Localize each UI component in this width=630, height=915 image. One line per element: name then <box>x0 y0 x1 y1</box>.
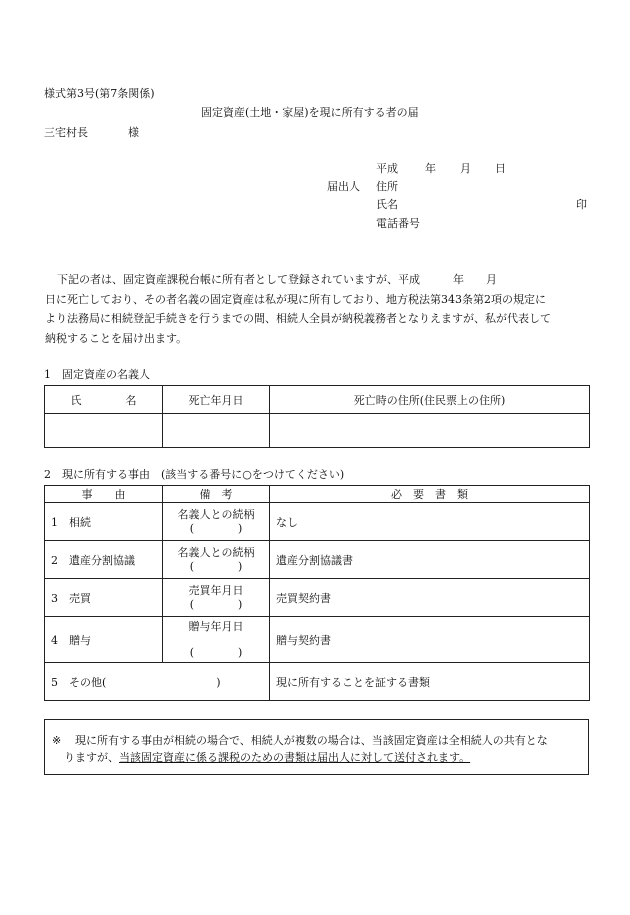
form-id: 様式第3号(第7条関係) <box>44 87 155 100</box>
date-era: 平成 <box>376 162 398 175</box>
remark-cell <box>163 541 270 579</box>
declaration-paragraph <box>45 270 590 348</box>
applicant-phone-label: 電話番号 <box>376 217 420 230</box>
remark-paren[interactable]: ( ) <box>189 559 243 573</box>
note-box <box>44 719 589 775</box>
date-month-label: 月 <box>460 162 471 175</box>
date-year-label: 年 <box>425 162 436 175</box>
declaration-line: より法務局に相続登記手続きを行うまでの間、相続人全員が納税義務者となりえますが、私が代表して <box>45 312 551 325</box>
remark-label: 名義人との続柄 <box>177 545 255 559</box>
reason-other[interactable]: 5 その他( ) <box>45 663 270 701</box>
remark-label: 売買年月日 <box>188 583 244 597</box>
required-doc: 遺産分割協議書 <box>270 541 590 579</box>
applicant-label: 届出人 <box>327 180 360 193</box>
reason-header: 事 由 <box>45 486 163 503</box>
reason-sale[interactable]: 3 売買 <box>45 579 163 617</box>
remark-paren[interactable]: ( ) <box>189 597 243 611</box>
remark-cell <box>163 617 270 663</box>
reason-estate-division[interactable]: 2 遺産分割協議 <box>45 541 163 579</box>
owner-name-cell[interactable] <box>45 414 163 448</box>
reason-gift[interactable]: 4 贈与 <box>45 617 163 663</box>
declaration-line: 日に死亡しており、その者名義の固定資産は私が現に所有しており、地方税法第343条第2項の規定に <box>45 292 546 306</box>
reason-inheritance[interactable]: 1 相続 <box>45 503 163 541</box>
honorific: 様 <box>128 126 139 139</box>
death-address-cell[interactable] <box>270 414 590 448</box>
required-doc: なし <box>270 503 590 541</box>
note-line <box>64 750 470 766</box>
death-date-header: 死亡年月日 <box>163 386 270 414</box>
remark-cell <box>163 579 270 617</box>
owner-name-header: 氏 名 <box>45 386 163 414</box>
remark-cell <box>163 503 270 541</box>
remark-paren[interactable]: ( ) <box>189 521 243 535</box>
reason-table <box>44 485 590 701</box>
required-doc: 贈与契約書 <box>270 617 590 663</box>
remark-paren[interactable]: ( ) <box>189 645 243 659</box>
date-day-label: 日 <box>495 162 506 175</box>
required-doc: 現に所有することを証する書類 <box>270 663 590 701</box>
declaration-line: 下記の者は、固定資産課税台帳に所有者として登録されていますが、平成 年 月 <box>57 273 497 286</box>
remarks-header: 備 考 <box>163 486 270 503</box>
remark-label: 名義人との続柄 <box>177 507 255 521</box>
declaration-line: 納税することを届け出ます。 <box>45 331 188 345</box>
applicant-name-label: 氏名 <box>376 198 398 211</box>
required-docs-header: 必 要 書 類 <box>270 486 590 503</box>
owner-table <box>44 385 590 448</box>
section1-heading: 1 固定資産の名義人 <box>44 368 150 381</box>
addressee: 三宅村長 <box>44 126 88 139</box>
note-line: 現に所有する事由が相続の場合で、相続人が複数の場合は、当該固定資産は全相続人の共有とな <box>75 734 548 747</box>
death-address-header: 死亡時の住所(住民票上の住所) <box>270 386 590 414</box>
note-mark: ※ <box>52 734 62 747</box>
note-line-underlined: 当該固定資産に係る課税のための書類は届出人に対して送付されます。 <box>119 751 471 764</box>
remark-label: 贈与年月日 <box>188 619 244 633</box>
death-date-cell[interactable] <box>163 414 270 448</box>
required-doc: 売買契約書 <box>270 579 590 617</box>
section2-heading: 2 現に所有する事由 (該当する番号に○をつけてください) <box>44 468 345 481</box>
seal-label: 印 <box>576 198 587 211</box>
applicant-address-label: 住所 <box>376 180 398 193</box>
note-line-plain: りますが、 <box>64 751 119 764</box>
page-title: 固定資産(土地・家屋)を現に所有する者の届 <box>201 106 419 119</box>
